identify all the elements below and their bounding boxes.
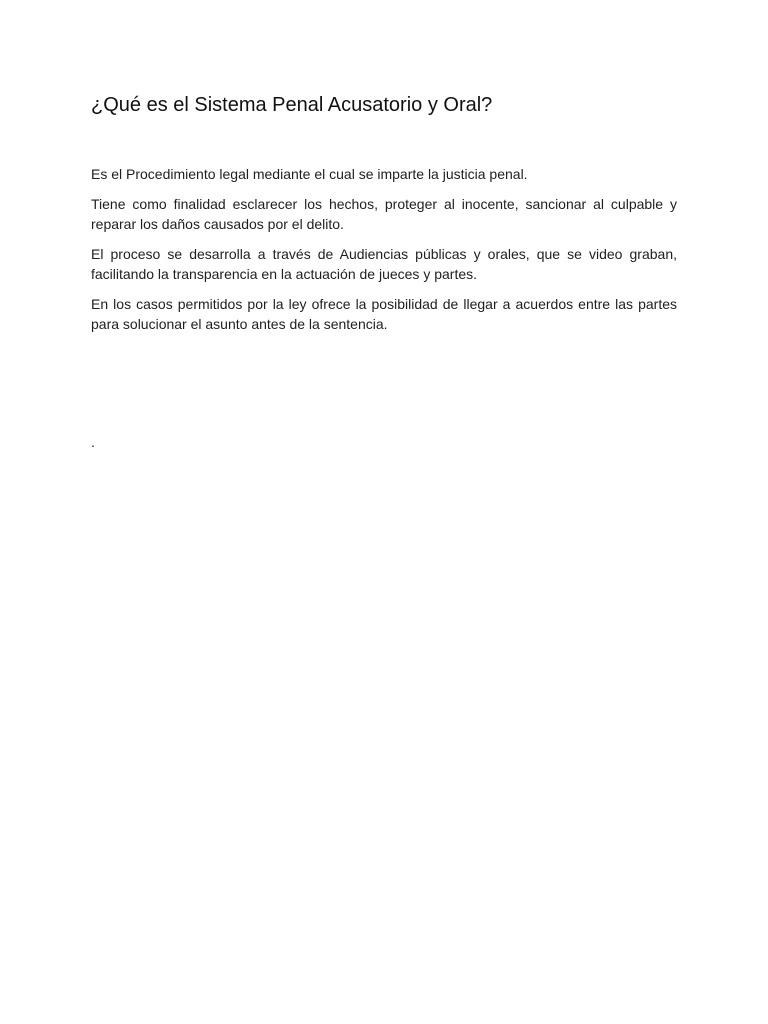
document-title: ¿Qué es el Sistema Penal Acusatorio y Oral? — [91, 94, 493, 116]
paragraph-process: El proceso se desarrolla a través de Audiencias públicas y orales, que se video graban, facilitando la transparencia en la actuación de jueces y partes. — [91, 246, 677, 282]
trailing-period: . — [91, 434, 95, 450]
paragraph-agreements: En los casos permitidos por la ley ofrece la posibilidad de llegar a acuerdos entre las partes para solucionar el asunto antes de la sentencia. — [91, 296, 677, 332]
paragraph-purpose: Tiene como finalidad esclarecer los hechos, proteger al inocente, sancionar al culpable y reparar los daños causados por el delito. — [91, 196, 677, 232]
document-body — [91, 164, 677, 344]
paragraph-definition: Es el Procedimiento legal mediante el cual se imparte la justicia penal. — [91, 166, 528, 182]
